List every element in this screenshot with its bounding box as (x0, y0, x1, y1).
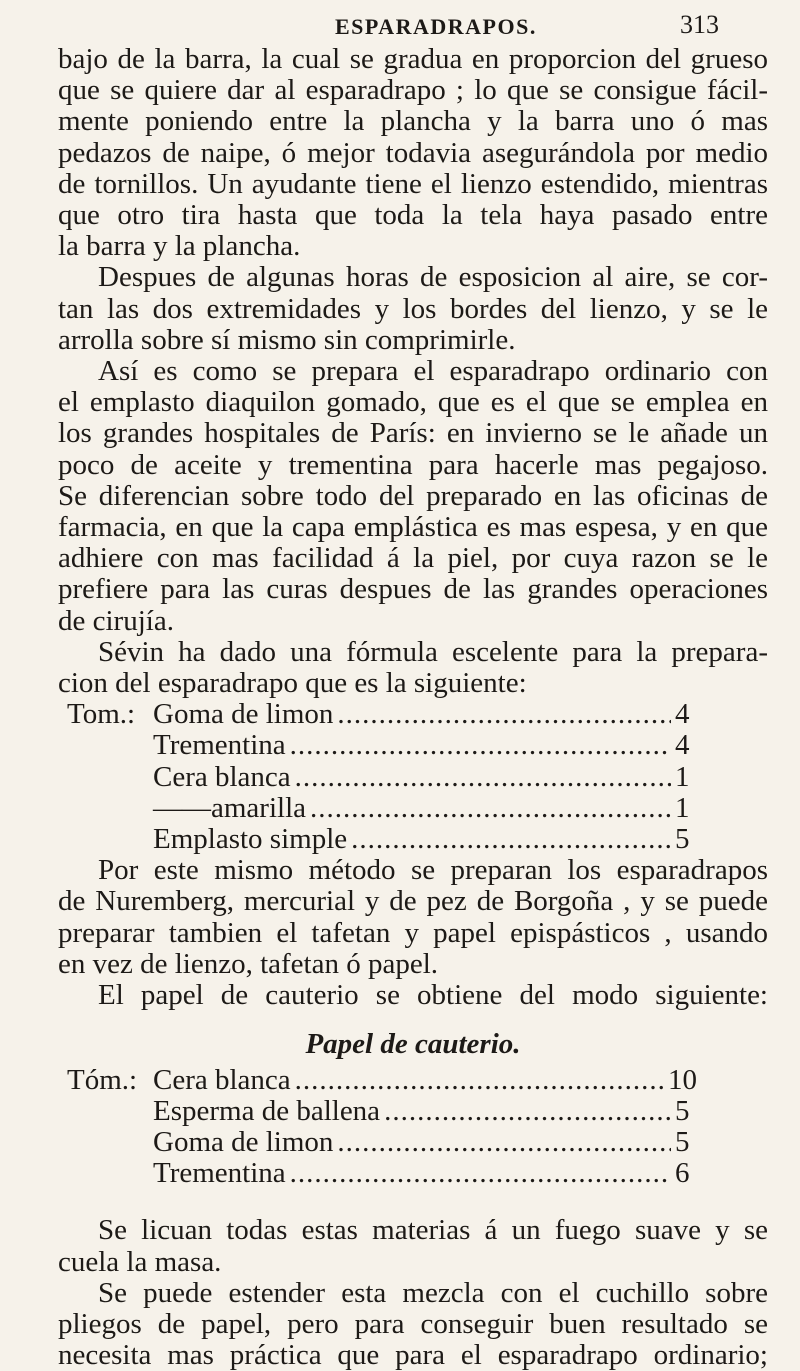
text-line: preparar tambien el tafetan y papel epispásticos , usando (58, 916, 768, 949)
dot-leader (295, 1065, 664, 1096)
ingredient-name: Emplasto simple (153, 823, 348, 856)
ingredient-quantity: 5 (675, 1094, 690, 1127)
ingredient-name: ——amarilla (153, 791, 307, 824)
text-line: Sévin ha dado una fórmula escelente para la prepara- (98, 635, 768, 668)
ingredient-name: Goma de limon (153, 698, 334, 731)
ingredient-name: Esperma de ballena (153, 1094, 381, 1127)
dot-leader (290, 730, 671, 761)
text-line: arrolla sobre sí mismo sin comprimirle. (58, 323, 516, 356)
text-line: la barra y la plancha. (58, 230, 301, 263)
text-line: en vez de lienzo, tafetan ó papel. (58, 947, 439, 980)
text-line: Por este mismo método se preparan los esparadrapos (98, 854, 768, 887)
text-line: que otro tira hasta que toda la tela haya pasado entre (58, 199, 768, 232)
recipe-row (67, 1096, 697, 1127)
text-line: poco de aceite y trementina para hacerle mas pegajoso. (58, 448, 768, 481)
dot-leader (295, 762, 671, 793)
text-line: el emplasto diaquilon gomado, que es el que se emplea en (58, 386, 768, 419)
recipe-row (67, 1065, 697, 1096)
recipe-sevin (67, 699, 697, 855)
dot-leader (310, 793, 671, 824)
ingredient-quantity: 6 (675, 1157, 690, 1190)
dot-leader (337, 1127, 671, 1158)
recipe-prefix: Tóm.: (67, 1063, 138, 1096)
text-line: adhiere con mas facilidad á la piel, por cuya razon se le (58, 542, 768, 575)
text-line: El papel de cauterio se obtiene del modo siguiente: (98, 979, 768, 1012)
ingredient-quantity: 4 (675, 729, 690, 762)
ingredient-name: Trementina (153, 1157, 286, 1190)
page-number: 313 (680, 10, 719, 39)
text-line: los grandes hospitales de París: en invierno se le añade un (58, 417, 768, 450)
spacer (58, 1189, 768, 1215)
text-line: cion del esparadrapo que es la siguiente: (58, 667, 527, 700)
ingredient-quantity: 1 (675, 791, 690, 824)
section-subtitle: Papel de cauterio. (305, 1028, 521, 1061)
recipe-row (67, 730, 697, 761)
recipe-row (67, 1158, 697, 1189)
recipe-row (67, 793, 697, 824)
running-head: ESPARADRAPOS. (335, 14, 537, 39)
text-line: farmacia, en que la capa emplástica es mas espesa, y en que (58, 511, 768, 544)
ingredient-name: Goma de limon (153, 1125, 334, 1158)
recipe-row (67, 699, 697, 730)
text-line: mente poniendo entre la plancha y la barra uno ó mas (58, 105, 768, 138)
ingredient-name: Cera blanca (153, 1063, 291, 1096)
text-line: Despues de algunas horas de esposicion al aire, se cor- (98, 261, 768, 294)
recipe-row (67, 1127, 697, 1158)
text-line: Se puede estender esta mezcla con el cuchillo sobre (98, 1276, 768, 1309)
text-line: necesita mas práctica que para el esparadrapo ordinario; (58, 1339, 768, 1371)
dot-leader (351, 824, 671, 855)
text-line: de Nuremberg, mercurial y de pez de Borgoña , y se puede (58, 885, 768, 918)
text-line: Así es como se prepara el esparadrapo ordinario con (98, 355, 768, 388)
text-line: cuela la masa. (58, 1245, 222, 1278)
text-line: pedazos de naipe, ó mejor todavia asegurándola por medio (58, 136, 768, 169)
page-header (0, 6, 800, 46)
recipe-prefix: Tom.: (67, 698, 136, 731)
ingredient-quantity: 10 (668, 1063, 697, 1096)
ingredient-name: Trementina (153, 729, 286, 762)
text-line: tan las dos extremidades y los bordes del lienzo, y se le (58, 292, 768, 325)
text-line: Se licuan todas estas materias á un fuego suave y se (98, 1214, 768, 1247)
ingredient-quantity: 1 (675, 760, 690, 793)
ingredient-quantity: 5 (675, 823, 690, 856)
recipe-row (67, 824, 697, 855)
text-line: pliegos de papel, pero para conseguir buen resultado se (58, 1307, 768, 1340)
text-line: de tornillos. Un ayudante tiene el lienzo estendido, mientras (58, 167, 768, 200)
text-line: de cirujía. (58, 604, 174, 637)
body-text (58, 44, 768, 1371)
dot-leader (337, 699, 671, 730)
ingredient-quantity: 4 (675, 698, 690, 731)
recipe-row (67, 762, 697, 793)
text-line: bajo de la barra, la cual se gradua en proporcion del grueso (58, 43, 768, 75)
text-line: Se diferencian sobre todo del preparado en las oficinas de (58, 479, 768, 512)
text-line: prefiere para las curas despues de las grandes operaciones (58, 573, 768, 606)
recipe-papel-cauterio (67, 1065, 697, 1190)
ingredient-quantity: 5 (675, 1125, 690, 1158)
dot-leader (290, 1158, 671, 1189)
text-line: que se quiere dar al esparadrapo ; lo que se consigue fácil- (58, 74, 768, 107)
ingredient-name: Cera blanca (153, 760, 291, 793)
dot-leader (384, 1096, 671, 1127)
